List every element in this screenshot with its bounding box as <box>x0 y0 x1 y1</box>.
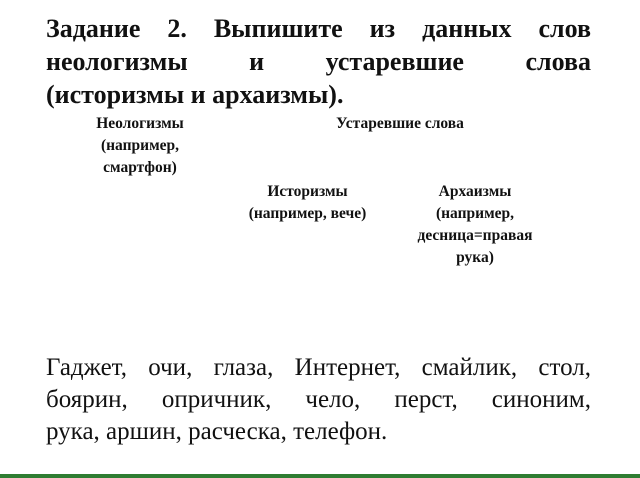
task-title-line: (историзмы и архаизмы). <box>46 80 344 109</box>
archaisms-column-header <box>395 181 555 269</box>
word-list <box>46 352 591 448</box>
historisms-label: Историзмы <box>267 183 348 200</box>
word-list-line: рука, аршин, расческа, телефон. <box>46 418 388 445</box>
neologisms-label: Неологизмы <box>96 115 184 132</box>
task-title-line: Задание 2. Выпишите из данных слов <box>46 14 591 43</box>
task-title <box>46 12 591 111</box>
word-list-line: Гаджет, очи, глаза, Интернет, смайлик, стол, <box>46 354 591 381</box>
obsolete-words-header <box>300 113 500 135</box>
task-title-line: неологизмы и устаревшие слова <box>46 47 591 76</box>
archaisms-example-line: рука) <box>456 249 494 266</box>
historisms-example-line: (например, вече) <box>248 205 367 222</box>
bottom-divider <box>0 474 640 478</box>
archaisms-example-line: (например, <box>435 205 515 222</box>
neologisms-example-line: (например, <box>100 137 180 154</box>
archaisms-label: Архаизмы <box>438 183 512 200</box>
neologisms-example-line: смартфон) <box>103 159 177 176</box>
obsolete-words-label: Устаревшие слова <box>336 115 464 132</box>
historisms-column-header <box>225 181 390 225</box>
neologisms-column-header <box>70 113 210 179</box>
word-list-line: боярин, опричник, чело, перст, синоним, <box>46 386 591 413</box>
archaisms-example-line: десница=правая <box>417 227 533 244</box>
